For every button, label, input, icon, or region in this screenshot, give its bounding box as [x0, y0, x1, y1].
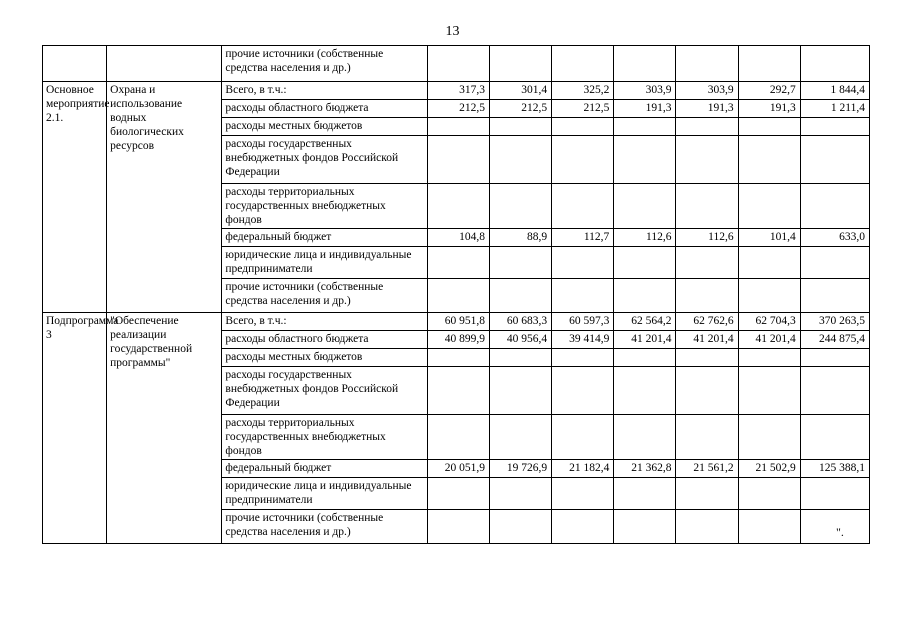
closing-mark: ". — [836, 525, 844, 539]
value-cell — [552, 118, 614, 136]
value-cell — [552, 279, 614, 313]
total-cell — [800, 349, 869, 367]
table-row — [43, 313, 870, 331]
value-cell: 88,9 — [490, 229, 552, 247]
source-label: юридические лица и индивидуальные предприниматели — [222, 247, 427, 279]
total-cell — [800, 478, 869, 510]
value-cell: 101,4 — [738, 229, 800, 247]
source-label: Всего, в т.ч.: — [222, 82, 427, 100]
value-cell — [738, 349, 800, 367]
value-cell: 62 564,2 — [614, 313, 676, 331]
value-cell: 41 201,4 — [676, 331, 738, 349]
value-cell — [490, 247, 552, 279]
source-label: прочие источники (собственные средства населения и др.) — [222, 510, 427, 544]
total-cell: 370 263,5 — [800, 313, 869, 331]
value-cell — [800, 46, 869, 82]
value-cell — [676, 478, 738, 510]
value-cell — [676, 247, 738, 279]
value-cell — [676, 184, 738, 229]
value-cell — [427, 478, 489, 510]
total-cell — [800, 247, 869, 279]
value-cell: 40 899,9 — [427, 331, 489, 349]
value-cell — [552, 46, 614, 82]
value-cell — [676, 510, 738, 544]
block-code: Основное мероприятие 2.1. — [43, 82, 107, 313]
value-cell — [676, 118, 738, 136]
value-cell: 41 201,4 — [738, 331, 800, 349]
value-cell — [676, 46, 738, 82]
value-cell — [614, 510, 676, 544]
total-cell — [800, 184, 869, 229]
value-cell: 20 051,9 — [427, 460, 489, 478]
value-cell — [490, 118, 552, 136]
value-cell: 325,2 — [552, 82, 614, 100]
total-cell — [800, 136, 869, 184]
value-cell: 60 951,8 — [427, 313, 489, 331]
value-cell: 303,9 — [676, 82, 738, 100]
value-cell: 212,5 — [490, 100, 552, 118]
value-cell — [552, 349, 614, 367]
value-cell — [614, 415, 676, 460]
value-cell — [490, 367, 552, 415]
value-cell: 40 956,4 — [490, 331, 552, 349]
name-cell — [107, 46, 222, 82]
value-cell — [614, 184, 676, 229]
total-cell — [800, 415, 869, 460]
source-label: расходы государственных внебюджетных фондов Российской Федерации — [222, 367, 427, 415]
total-cell: 1 844,4 — [800, 82, 869, 100]
budget-table — [42, 45, 870, 544]
total-cell — [800, 279, 869, 313]
total-cell — [800, 118, 869, 136]
total-cell: 125 388,1 — [800, 460, 869, 478]
total-cell: 244 875,4 — [800, 331, 869, 349]
block-name: Охрана и использование водных биологических ресурсов — [107, 82, 222, 313]
value-cell — [490, 136, 552, 184]
value-cell: 191,3 — [614, 100, 676, 118]
value-cell — [427, 415, 489, 460]
value-cell — [738, 136, 800, 184]
value-cell — [427, 46, 489, 82]
value-cell: 212,5 — [552, 100, 614, 118]
value-cell: 301,4 — [490, 82, 552, 100]
source-label: расходы государственных внебюджетных фондов Российской Федерации — [222, 136, 427, 184]
value-cell — [676, 349, 738, 367]
value-cell — [738, 367, 800, 415]
value-cell: 212,5 — [427, 100, 489, 118]
value-cell: 41 201,4 — [614, 331, 676, 349]
value-cell: 39 414,9 — [552, 331, 614, 349]
value-cell — [738, 415, 800, 460]
total-cell — [800, 510, 869, 544]
value-cell: 21 502,9 — [738, 460, 800, 478]
value-cell: 60 597,3 — [552, 313, 614, 331]
value-cell — [427, 136, 489, 184]
source-label: расходы территориальных государственных внебюджетных фондов — [222, 184, 427, 229]
value-cell — [490, 349, 552, 367]
value-cell — [552, 510, 614, 544]
value-cell: 191,3 — [676, 100, 738, 118]
value-cell — [552, 136, 614, 184]
value-cell — [738, 478, 800, 510]
value-cell — [552, 367, 614, 415]
source-label: расходы территориальных государственных внебюджетных фондов — [222, 415, 427, 460]
value-cell: 19 726,9 — [490, 460, 552, 478]
source-label: прочие источники (собственные средства населения и др.) — [222, 46, 427, 82]
total-cell — [800, 367, 869, 415]
source-label: федеральный бюджет — [222, 460, 427, 478]
total-cell: 1 211,4 — [800, 100, 869, 118]
value-cell — [490, 478, 552, 510]
value-cell — [490, 46, 552, 82]
value-cell — [738, 118, 800, 136]
value-cell — [614, 478, 676, 510]
value-cell — [614, 118, 676, 136]
value-cell: 21 362,8 — [614, 460, 676, 478]
source-label: юридические лица и индивидуальные предприниматели — [222, 478, 427, 510]
value-cell: 317,3 — [427, 82, 489, 100]
value-cell — [738, 279, 800, 313]
value-cell: 112,6 — [614, 229, 676, 247]
value-cell: 21 561,2 — [676, 460, 738, 478]
value-cell: 112,6 — [676, 229, 738, 247]
total-cell: 633,0 — [800, 229, 869, 247]
source-label: расходы областного бюджета — [222, 331, 427, 349]
value-cell — [738, 184, 800, 229]
value-cell: 62 762,6 — [676, 313, 738, 331]
source-label: прочие источники (собственные средства населения и др.) — [222, 279, 427, 313]
value-cell — [490, 415, 552, 460]
value-cell: 21 182,4 — [552, 460, 614, 478]
value-cell — [614, 349, 676, 367]
value-cell — [676, 367, 738, 415]
value-cell: 191,3 — [738, 100, 800, 118]
value-cell — [738, 46, 800, 82]
value-cell — [427, 279, 489, 313]
page-number: 13 — [445, 24, 460, 39]
block-code: Подпрограмма 3 — [43, 313, 107, 544]
table-row — [43, 46, 870, 82]
value-cell — [552, 184, 614, 229]
value-cell — [552, 478, 614, 510]
value-cell: 62 704,3 — [738, 313, 800, 331]
value-cell — [676, 415, 738, 460]
value-cell: 292,7 — [738, 82, 800, 100]
value-cell: 104,8 — [427, 229, 489, 247]
source-label: федеральный бюджет — [222, 229, 427, 247]
source-label: расходы областного бюджета — [222, 100, 427, 118]
value-cell: 60 683,3 — [490, 313, 552, 331]
source-label: Всего, в т.ч.: — [222, 313, 427, 331]
value-cell — [738, 510, 800, 544]
value-cell — [738, 247, 800, 279]
value-cell — [427, 510, 489, 544]
value-cell — [614, 247, 676, 279]
value-cell — [427, 349, 489, 367]
value-cell — [614, 136, 676, 184]
value-cell: 112,7 — [552, 229, 614, 247]
value-cell: 303,9 — [614, 82, 676, 100]
value-cell — [676, 136, 738, 184]
source-label: расходы местных бюджетов — [222, 118, 427, 136]
value-cell — [427, 367, 489, 415]
value-cell — [676, 279, 738, 313]
code-cell — [43, 46, 107, 82]
value-cell — [427, 184, 489, 229]
table-row — [43, 82, 870, 100]
source-label: расходы местных бюджетов — [222, 349, 427, 367]
value-cell — [614, 367, 676, 415]
value-cell — [552, 247, 614, 279]
value-cell — [427, 247, 489, 279]
value-cell — [614, 279, 676, 313]
table-body — [43, 46, 870, 544]
block-name: "Обеспечение реализации государственной программы" — [107, 313, 222, 544]
value-cell — [552, 415, 614, 460]
value-cell — [427, 118, 489, 136]
value-cell — [614, 46, 676, 82]
value-cell — [490, 510, 552, 544]
value-cell — [490, 279, 552, 313]
value-cell — [490, 184, 552, 229]
